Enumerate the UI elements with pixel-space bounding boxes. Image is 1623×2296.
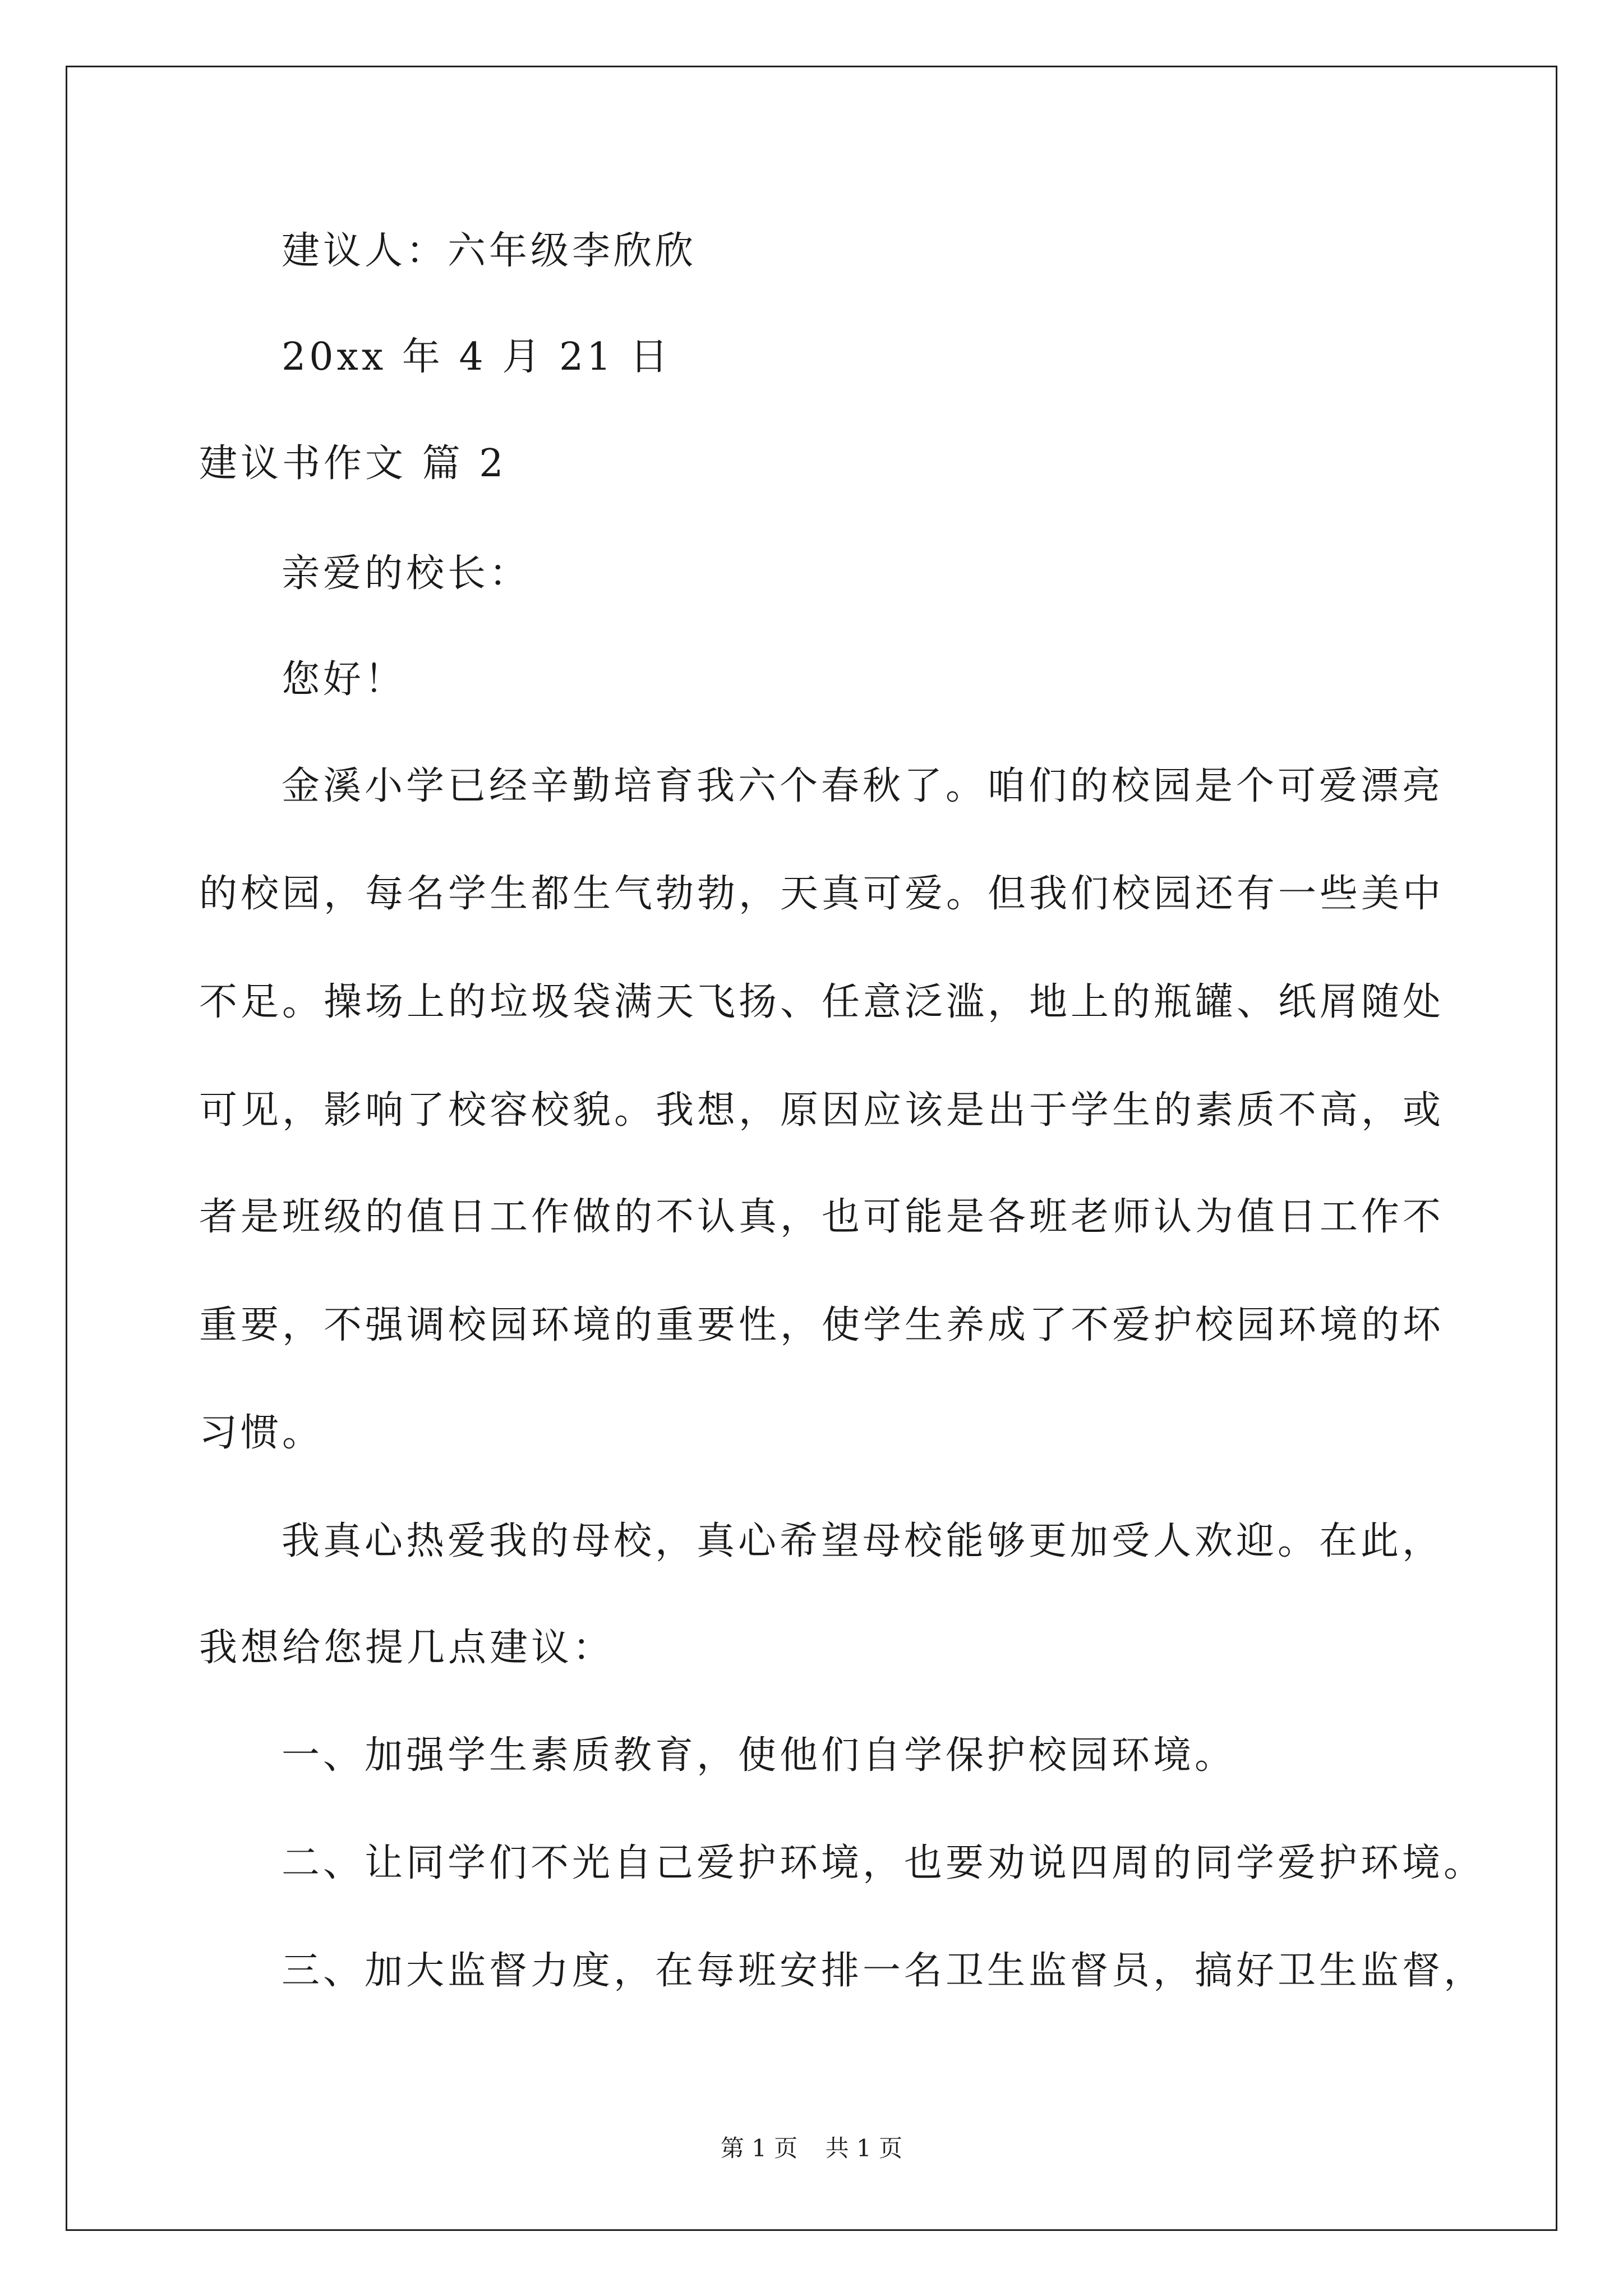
page-footer bbox=[0, 2134, 1623, 2162]
paragraph-1-line-6: 重要，不强调校园环境的重要性，使学生养成了不爱护校园环境的坏 bbox=[199, 1303, 1445, 1347]
paragraph-1-line-5: 者是班级的值日工作做的不认真，也可能是各班老师认为值日工作不 bbox=[199, 1195, 1445, 1239]
signer-line: 建议人：六年级李欣欣 bbox=[282, 229, 697, 273]
suggestion-3: 三、加大监督力度，在每班安排一名卫生监督员，搞好卫生监督， bbox=[282, 1949, 1486, 1993]
paragraph-1-line-3: 不足。操场上的垃圾袋满天飞扬、任意泛滥，地上的瓶罐、纸屑随处 bbox=[199, 980, 1445, 1024]
page-number-current: 第 1 页 bbox=[720, 2134, 798, 2162]
paragraph-1-line-1: 金溪小学已经辛勤培育我六个春秋了。咱们的校园是个可爱漂亮 bbox=[282, 764, 1444, 808]
suggestion-2: 二、让同学们不光自己爱护环境，也要劝说四周的同学爱护环境。 bbox=[282, 1841, 1486, 1885]
page-border bbox=[66, 66, 1557, 2231]
paragraph-2-line-2: 我想给您提几点建议： bbox=[199, 1626, 615, 1670]
paragraph-2-line-1: 我真心热爱我的母校，真心希望母校能够更加受人欢迎。在此， bbox=[282, 1519, 1444, 1563]
paragraph-1-line-4: 可见，影响了校容校貌。我想，原因应该是出于学生的素质不高，或 bbox=[199, 1088, 1445, 1133]
paragraph-1-line-2: 的校园，每名学生都生气勃勃，天真可爱。但我们校园还有一些美中 bbox=[199, 872, 1445, 916]
salutation: 亲爱的校长： bbox=[282, 551, 531, 596]
paragraph-1-line-7: 习惯。 bbox=[199, 1411, 324, 1455]
section-heading: 建议书作文 篇 2 bbox=[199, 441, 507, 486]
suggestion-1: 一、加强学生素质教育，使他们自学保护校园环境。 bbox=[282, 1733, 1237, 1778]
date-line: 20xx 年 4 月 21 日 bbox=[282, 335, 672, 379]
page-number-total: 共 1 页 bbox=[825, 2134, 903, 2162]
greeting: 您好！ bbox=[282, 657, 407, 702]
